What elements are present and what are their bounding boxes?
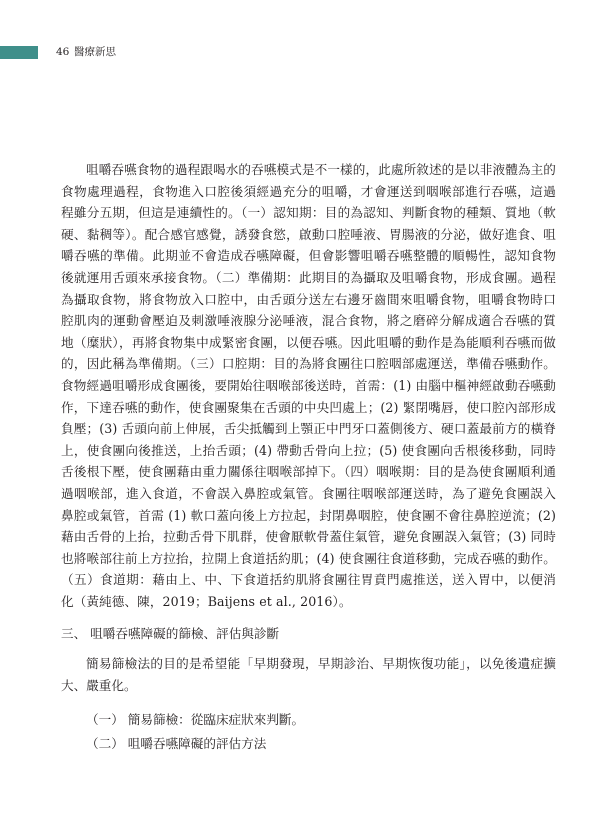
section-heading: 三、 咀嚼吞嚥障礙的篩檢、評估與診斷 xyxy=(61,626,280,641)
sub-item-assessment: （二） 咀嚼吞嚥障礙的評估方法 xyxy=(86,736,267,751)
paragraph-screening: 簡易篩檢法的目的是希望能「早期發現，早期診治、早期恢復功能」，以免後遺症擴大、嚴重化。 xyxy=(61,656,556,693)
paragraph-swallowing-phases: 咀嚼吞嚥食物的過程跟喝水的吞嚥模式是不一樣的，此處所敘述的是以非液體為主的食物處理過程，食物進入口腔後須經過充分的咀嚼，才會運送到咽喉部進行吞嚥，這過程雖分五期，但這是連續性的。（一）認知期：目的為認知、判斷食物的種類、質地（軟硬、黏稠等）。配合感官感覺，誘發食慾，啟動口腔唾液、胃腸液的分泌，做好進食、咀嚼吞嚥的準備。此期並不會造成吞嚥障礙，但會影響咀嚼吞嚥整體的順暢性，認知食物後就運用舌頭來承接食物。（二）準備期：此期目的為攝取及咀嚼食物，形成食團。過程為攝取食物，將食物放入口腔中，由舌頭分送左右邊牙齒間來咀嚼食物，咀嚼食物時口腔肌肉的運動會壓迫及刺激唾液腺分泌唾液，混合食物，將之磨碎分解成適合吞嚥的質地（糜狀），再將食物集中成緊密食團，以便吞嚥。因此咀嚼的動作是為能順利吞嚥而做的，因此稱為準備期。（三）口腔期：目的為將食團往口腔咽部處運送，準備吞嚥動作。食物經過咀嚼形成食團後，要開始往咽喉部後送時，首需：(1) 由腦中樞神經啟動吞嚥動作，下達吞嚥的動作，使食團聚集在舌頭的中央凹處上；(2) 緊閉嘴唇，使口腔內部形成負壓；(3) 舌頭向前上伸展，舌尖抵觸到上顎正中門牙口蓋側後方、硬口蓋最前方的橫脊上，使食團向後推送，上抬舌頭；(4) 帶動舌骨向上拉；(5) 使食團向舌根後移動，同時舌後根下壓，使食團藉由重力關係往咽喉部掉下。（四）咽喉期：目的是為使食團順利通過咽喉部，進入食道，不會誤入鼻腔或氣管。食團往咽喉部運送時，為了避免食團誤入鼻腔或氣管，首需 (1) 軟口蓋向後上方拉起，封閉鼻咽腔，使食團不會往鼻腔逆流；(2) 藉由舌骨的上抬，拉動舌骨下肌群，使會厭軟骨蓋住氣管，避免食團誤入氣管；(3) 同時也將喉部往前上方拉抬，拉開上食道括約肌；(4) 使食團往食道移動，完成吞嚥的動作。（五）食道期：藉由上、中、下食道括約肌將食團往胃賁門處推送，送入胃中，以便消化（黃純德、陳，2019；Baijens et al., 2016）。 xyxy=(61,162,556,609)
page-number: 46 xyxy=(56,46,70,58)
running-title: 醫療新思 xyxy=(74,46,116,58)
sub-item-screening: （一） 簡易篩檢：從臨床症狀來判斷。 xyxy=(86,712,305,727)
header-accent-bar xyxy=(0,46,38,59)
body-text xyxy=(61,159,556,612)
